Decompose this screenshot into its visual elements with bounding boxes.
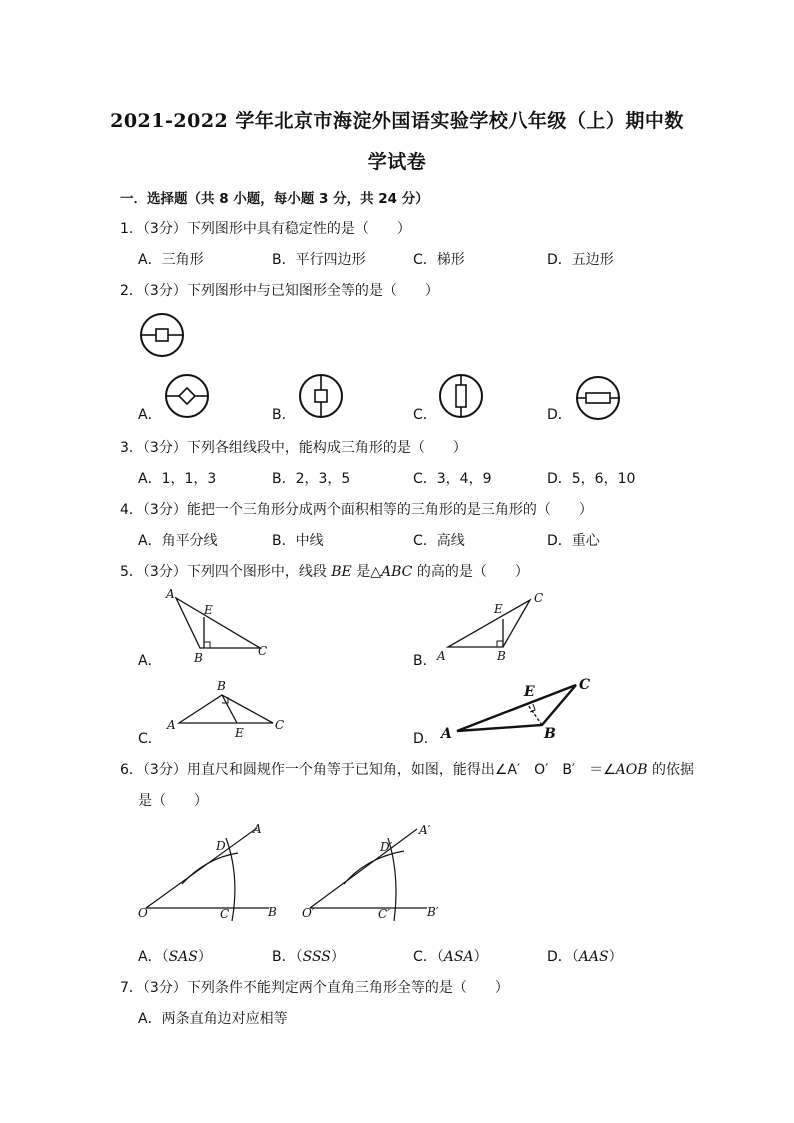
svg-text:C: C — [534, 591, 544, 605]
page-title-continued: 学试卷 — [367, 151, 427, 173]
svg-text:C′: C′ — [378, 907, 390, 921]
q5-option-d: D． — [413, 731, 438, 747]
svg-text:A: A — [167, 718, 176, 732]
svg-text:B: B — [268, 905, 277, 919]
question-1-stem: 1．（3分）下列图形中具有稳定性的是（ ） — [120, 221, 411, 237]
page-title: 2021-2022 学年北京市海淀外国语实验学校八年级（上）期中数 — [110, 110, 684, 132]
q6-figure-original-angle — [136, 818, 286, 928]
q4-option-c: C．高线 — [413, 533, 465, 549]
svg-text:A: A — [441, 726, 452, 742]
q6-option-d: D．（AAS） — [547, 949, 623, 965]
svg-text:C: C — [258, 644, 268, 658]
svg-text:A: A — [166, 587, 175, 601]
q4-option-b: B．中线 — [272, 533, 324, 549]
q2-figure-b — [298, 373, 344, 419]
q1-option-a: A．三角形 — [138, 252, 204, 268]
svg-text:B′: B′ — [427, 905, 439, 919]
q1-option-d: D．五边形 — [547, 252, 614, 268]
svg-text:B: B — [194, 651, 203, 665]
svg-text:E: E — [204, 603, 213, 617]
question-6-stem-continued: 是（ ） — [138, 793, 208, 809]
svg-text:E: E — [524, 684, 535, 700]
svg-text:C: C — [275, 718, 285, 732]
svg-text:C: C — [220, 907, 230, 921]
svg-text:E: E — [235, 726, 244, 740]
q6-option-b: B．（SSS） — [272, 949, 345, 965]
q5-figure-d — [436, 675, 606, 745]
svg-text:D: D — [216, 839, 226, 853]
q4-option-d: D．重心 — [547, 533, 600, 549]
q1-option-b: B．平行四边形 — [272, 252, 366, 268]
svg-text:B: B — [497, 649, 506, 663]
q5-figure-c — [160, 677, 300, 743]
section-heading: 一．选择题（共 8 小题，每小题 3 分，共 24 分） — [120, 191, 429, 207]
q2-option-a: A． — [138, 407, 162, 423]
q2-given-figure — [139, 312, 185, 358]
q3-option-c: C．3，4，9 — [413, 471, 492, 487]
q6-figure-constructed-angle — [300, 818, 450, 928]
svg-text:A′: A′ — [419, 823, 431, 837]
question-2-stem: 2．（3分）下列图形中与已知图形全等的是（ ） — [120, 283, 439, 299]
svg-text:A: A — [437, 649, 446, 663]
svg-text:A: A — [253, 822, 262, 836]
q5-option-b: B． — [413, 653, 437, 669]
svg-text:D′: D′ — [380, 840, 393, 854]
question-7-stem: 7．（3分）下列条件不能判定两个直角三角形全等的是（ ） — [120, 980, 509, 996]
q3-option-a: A．1，1，3 — [138, 471, 217, 487]
question-6-stem: 6．（3分）用直尺和圆规作一个角等于已知角，如图，能得出∠A′ O′ B′ ＝∠AOB 的依据 — [120, 762, 694, 778]
q2-figure-a — [164, 373, 210, 419]
question-5-stem: 5．（3分）下列四个图形中，线段 BE 是△ABC 的高的是（ ） — [120, 564, 529, 580]
q5-figure-b — [436, 588, 556, 666]
q1-option-c: C．梯形 — [413, 252, 465, 268]
question-3-stem: 3．（3分）下列各组线段中，能构成三角形的是（ ） — [120, 440, 467, 456]
q2-option-c: C． — [413, 407, 437, 423]
q2-option-b: B． — [272, 407, 296, 423]
svg-text:O: O — [138, 906, 148, 920]
q5-option-c: C． — [138, 731, 162, 747]
q6-option-a: A．（SAS） — [138, 949, 212, 965]
svg-text:E: E — [494, 602, 503, 616]
svg-text:O′: O′ — [302, 906, 315, 920]
q3-option-d: D．5，6，10 — [547, 471, 636, 487]
q6-option-c: C．（ASA） — [413, 949, 488, 965]
q4-option-a: A．角平分线 — [138, 533, 218, 549]
q2-option-d: D． — [547, 407, 572, 423]
q3-option-b: B．2，3，5 — [272, 471, 351, 487]
q2-figure-c — [438, 373, 484, 419]
q5-figure-a — [160, 586, 280, 664]
q7-option-a: A．两条直角边对应相等 — [138, 1011, 288, 1027]
q5-option-a: A． — [138, 653, 162, 669]
svg-text:B: B — [217, 679, 226, 693]
question-4-stem: 4．（3分）能把一个三角形分成两个面积相等的三角形的是三角形的（ ） — [120, 502, 593, 518]
svg-text:B: B — [544, 726, 556, 742]
svg-text:C: C — [579, 677, 591, 693]
q2-figure-d — [575, 375, 621, 421]
